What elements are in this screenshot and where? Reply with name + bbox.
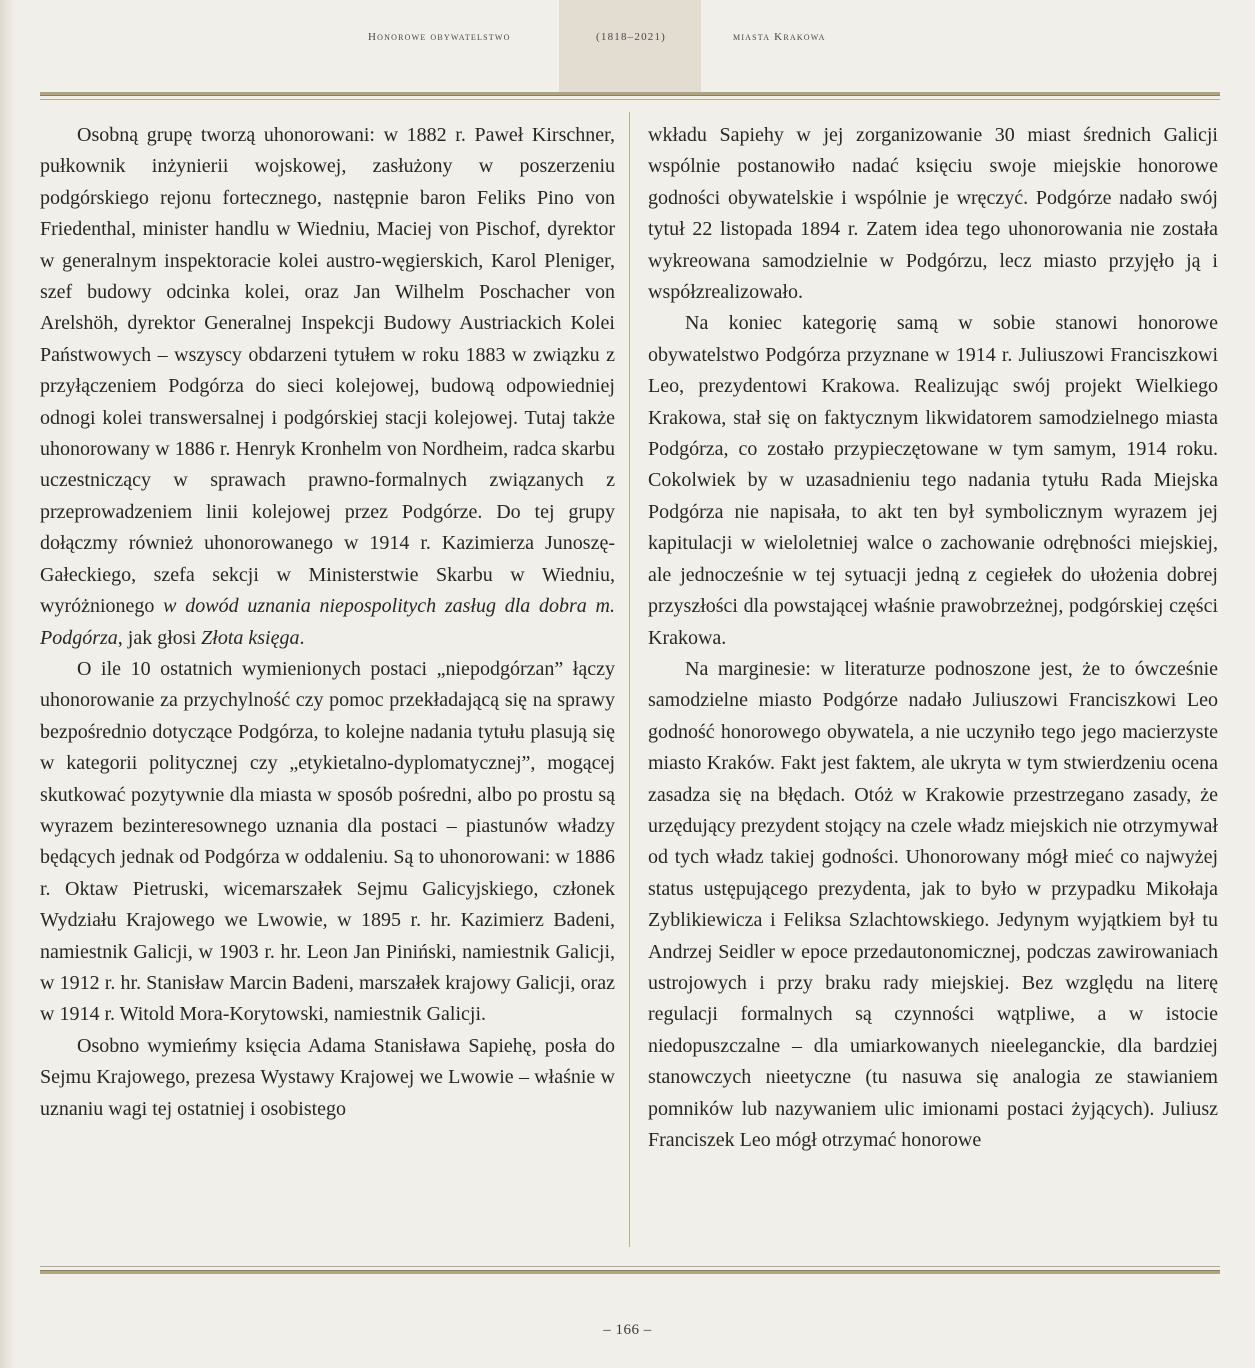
italic-quote: Złota księga (201, 626, 300, 649)
paragraph (40, 120, 615, 654)
paragraph (648, 120, 1218, 308)
text-run: O ile 10 ostatnich wymienionych postaci „niepodgórzan” łączy uhonorowanie za przychylność czy pomoc przekładającą się na sprawy bezpośrednio dotyczące Podgórza, to kolejne nadania tytułu plasują się w kategorii politycznej czy „etykietalno-dyplomatycznej”, mogącej skutkować pozytywnie dla miasta w sposób pośredni, albo po prostu są wyrazem bezinteresownego uznania dla postaci – piastunów władzy będących jednak od Podgórza w oddaleniu. Są to uhonorowani: w 1886 r. Oktaw Pietruski, wicemarszałek Sejmu Galicyjskiego, członek Wydziału Krajowego we Lwowie, w 1895 r. hr. Kazimierz Badeni, namiestnik Galicji, w 1903 r. hr. Leon Jan Piniński, namiestnik Galicji, w 1912 r. hr. Stanisław Marcin Badeni, marszałek krajowy Galicji, oraz w 1914 r. Witold Mora-Korytowski, namiestnik Galicji. (40, 657, 615, 1026)
footer-rule-thin (40, 1266, 1220, 1267)
header-rule-thin (40, 99, 1220, 100)
page-number: – 166 – (603, 1322, 652, 1338)
running-head-left: Honorowe obywatelstwo (368, 31, 511, 43)
running-head-dates: (1818–2021) (596, 31, 667, 43)
footer-rule (40, 1270, 1220, 1274)
left-text-column (40, 120, 615, 1250)
paragraph (40, 1031, 615, 1125)
paragraph (40, 654, 615, 1031)
paragraph (648, 654, 1218, 1157)
column-divider (629, 112, 630, 1247)
text-run: Na koniec kategorię samą w sobie stanowi honorowe obywatelstwo Podgórza przyznane w 1914 r. Juliuszowi Franciszkowi Leo, prezydentowi Krakowa. Realizując swój projekt Wielkiego Krakowa, stał się on faktycznym likwidatorem samodzielnego miasta Podgórza, co zostało przypieczętowane w tym samym, 1914 roku. Cokolwiek by w uzasadnieniu tego nadania tytułu Rada Miejska Podgórza nie napisała, to akt ten był symbolicznym wyrazem jej kapitulacji w wieloletniej walce o zachowanie odrębności miejskiej, ale jednocześnie w tej sytuacji jedną z cegiełek do ułożenia dobrej przyszłości dla powstającej właśnie prawobrzeżnej, podgórskiej części Krakowa. (648, 312, 1218, 649)
text-run: . (299, 626, 305, 649)
running-head-right: miasta Krakowa (733, 31, 826, 43)
paragraph (648, 308, 1218, 653)
text-run: Osobno wymieńmy księcia Adama Stanisława Sapiehę, posła do Sejmu Krajowego, prezesa Wystawy Krajowej we Lwowie – właśnie w uznaniu wagi tej ostatniej i osobistego (40, 1034, 615, 1120)
text-run: , jak głosi (117, 626, 202, 649)
page-edge-shadow (0, 0, 14, 1368)
text-run: Na marginesie: w literaturze podnoszone jest, że to ówcześnie samodzielne miasto Podgórze nadało Juliuszowi Franciszkowi Leo godność honorowego obywatela, a nie uczyniło tego jego macierzyste miasto Kraków. Fakt jest faktem, ale ukryta w tym stwierdzeniu ocena zasadza się na błędach. Otóż w Krakowie przestrzegano zasady, że urzędujący prezydent stojący na czele władz miejskich nie otrzymywał od tych władz takiej godności. Uhonorowany mógł mieć co najwyżej status ustępującego prezydenta, jak to było w przypadku Mikołaja Zyblikiewicza i Feliksa Szlachtowskiego. Jedynym wyjątkiem był tu Andrzej Seidler w epoce przedautonomicznej, podczas zawirowaniach ustrojowych i przy braku rady miejskiej. Bez względu na literę regulacji formalnych są czynności wątpliwe, a w istocie niedopuszczalne – dla umiarkowanych nieeleganckie, dla bardziej stanowczych nieetyczne (tu nasuwa się analogia ze stawianiem pomników lub nazywaniem ulic imionami postaci żyjących). Juliusz Franciszek Leo mógł otrzymać honorowe (648, 657, 1218, 1151)
italic-quote: w dowód uznania niepospolitych zasług dla dobra m. Podgórza (40, 595, 615, 649)
header-rule (40, 92, 1220, 96)
text-run: wkładu Sapiehy w jej zorganizowanie 30 miast średnich Galicji wspólnie postanowiło nadać księciu swoje miejskie honorowe godności obywatelskie i wspólnie je wręczyć. Podgórze nadało swój tytuł 22 listopada 1894 r. Zatem idea tego uhonorowania nie została wykreowana samodzielnie w Podgórzu, lecz miasto przyjęło ją i współzrealizowało. (648, 124, 1218, 304)
running-head (0, 31, 1255, 51)
text-run: Osobną grupę tworzą uhonorowani: w 1882 r. Paweł Kirschner, pułkownik inżynierii wojskowej, zasłużony w poszerzeniu podgórskiego rejonu fortecznego, następnie baron Feliks Pino von Friedenthal, minister handlu w Wiedniu, Maciej von Pischof, dyrektor w generalnym inspektoracie kolei austro-węgierskich, Karol Pleniger, szef budowy odcinka kolei, oraz Jan Wilhelm Poschacher von Arelshöh, dyrektor Generalnej Inspekcji Budowy Austriackich Kolei Państwowych – wszyscy obdarzeni tytułem w roku 1883 w związku z przyłączeniem Podgórza do sieci kolejowej, budową odpowiedniej odnogi kolei transwersalnej i podgórskiej stacji kolejowej. Tutaj także uhonorowany w 1886 r. Henryk Kronhelm von Nordheim, radca skarbu uczestniczący w sprawach prawno-formalnych związanych z przeprowadzeniem linii kolejowej przez Podgórze. Do tej grupy dołączmy również uhonorowanego w 1914 r. Kazimierza Junoszę-Gałeckiego, szefa sekcji w Ministerstwie Skarbu w Wiedniu, wyróżnionego (40, 124, 615, 618)
right-text-column (648, 120, 1218, 1250)
